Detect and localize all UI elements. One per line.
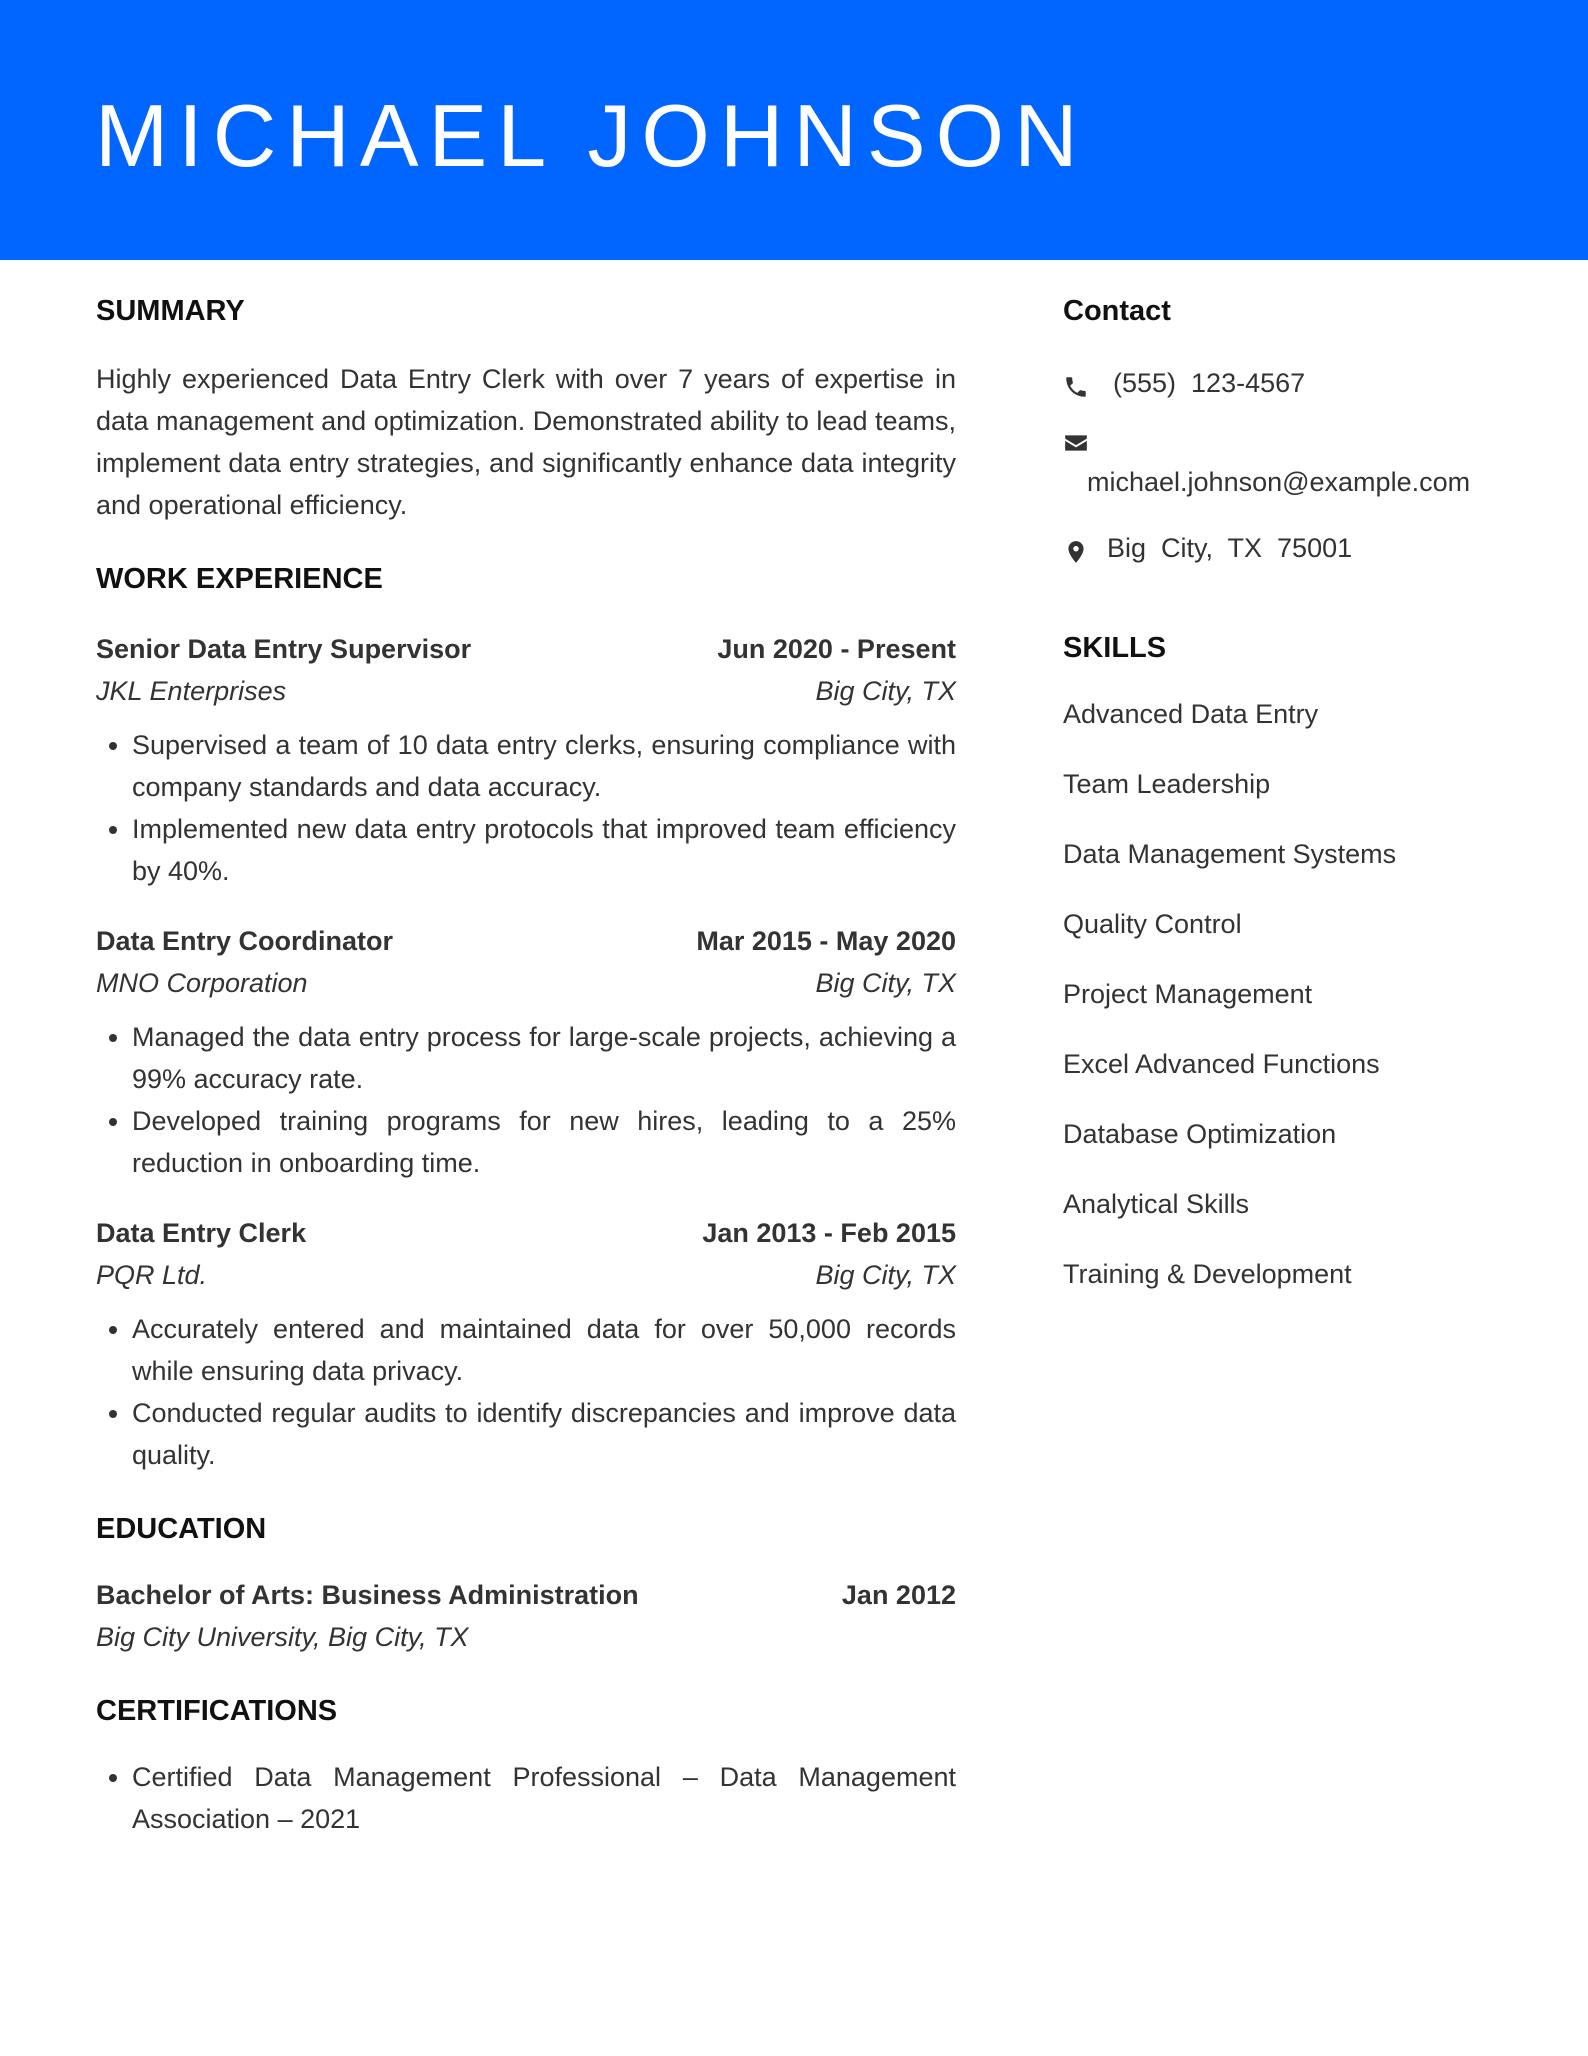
skill-item: Data Management Systems — [1063, 839, 1397, 869]
job-role: Data Entry Coordinator — [96, 926, 394, 956]
contact-phone-text: (555) 123-4567 — [1113, 368, 1306, 398]
summary-section — [96, 290, 956, 526]
certification-item: • Certified Data Management Professional – Data Management Association – 2021 — [132, 1756, 956, 1840]
side-column — [1063, 290, 1523, 1323]
job-dates: Jun 2020 - Present — [717, 634, 956, 664]
envelope-icon — [1063, 430, 1089, 456]
job-location: Big City, TX — [815, 1260, 956, 1290]
job-company: JKL Enterprises — [96, 676, 287, 706]
education-section — [96, 1508, 956, 1658]
summary-text: Highly experienced Data Entry Clerk with over 7 years of expertise in data management and optimization. Demonstrated ability to lead teams, implement data entry strategies, and significantly enhance data integrity and operational efficiency. — [96, 364, 956, 520]
job-bullet: • Conducted regular audits to identify discrepancies and improve data quality. — [132, 1392, 956, 1476]
contact-email-text[interactable]: michael.johnson@example.com — [1087, 467, 1471, 497]
job-dates: Mar 2015 - May 2020 — [696, 926, 956, 956]
skill-item: Team Leadership — [1063, 769, 1271, 799]
skill-item: Analytical Skills — [1063, 1189, 1250, 1219]
header-banner — [0, 0, 1588, 260]
education-school: Big City University, Big City, TX — [96, 1622, 469, 1652]
candidate-name: MICHAEL JOHNSON — [95, 86, 1088, 185]
job-location: Big City, TX — [815, 968, 956, 998]
skill-item: Quality Control — [1063, 909, 1242, 939]
work-experience-section — [96, 558, 956, 1476]
contact-email — [1063, 430, 1523, 503]
job-role: Data Entry Clerk — [96, 1218, 307, 1248]
education-heading: EDUCATION — [96, 1513, 267, 1545]
contact-location — [1063, 527, 1523, 569]
job-role: Senior Data Entry Supervisor — [96, 634, 472, 664]
job-company: MNO Corporation — [96, 968, 308, 998]
education-degree: Bachelor of Arts: Business Administration — [96, 1580, 639, 1610]
contact-phone — [1063, 362, 1523, 404]
contact-section — [1063, 290, 1523, 569]
phone-icon — [1063, 370, 1089, 396]
job-location: Big City, TX — [815, 676, 956, 706]
skill-item: Excel Advanced Functions — [1063, 1049, 1380, 1079]
job-dates: Jan 2013 - Feb 2015 — [702, 1218, 956, 1248]
job-entry — [96, 920, 956, 1184]
education-date: Jan 2012 — [841, 1580, 956, 1610]
job-company: PQR Ltd. — [96, 1260, 208, 1290]
job-bullet: • Supervised a team of 10 data entry clerks, ensuring compliance with company standards and data accuracy. — [132, 724, 956, 808]
main-column — [96, 290, 956, 1840]
skill-item: Advanced Data Entry — [1063, 699, 1319, 729]
job-bullets — [96, 1016, 956, 1184]
job-bullets — [96, 724, 956, 892]
education-entry — [96, 1574, 956, 1658]
certifications-list — [96, 1756, 956, 1840]
job-bullet: • Developed training programs for new hires, leading to a 25% reduction in onboarding time. — [132, 1100, 956, 1184]
certifications-section — [96, 1690, 956, 1840]
job-entry — [96, 1212, 956, 1476]
job-bullet: • Accurately entered and maintained data for over 50,000 records while ensuring data privacy. — [132, 1308, 956, 1392]
contact-location-text: Big City, TX 75001 — [1107, 533, 1353, 563]
work-experience-heading: WORK EXPERIENCE — [96, 563, 383, 595]
contact-heading: Contact — [1063, 295, 1171, 327]
skill-item: Database Optimization — [1063, 1119, 1337, 1149]
skill-item: Training & Development — [1063, 1259, 1352, 1289]
skills-list — [1063, 693, 1523, 1295]
skills-heading: SKILLS — [1063, 632, 1167, 664]
skills-section — [1063, 627, 1523, 1295]
skill-item: Project Management — [1063, 979, 1313, 1009]
summary-heading: SUMMARY — [96, 295, 245, 327]
certifications-heading: CERTIFICATIONS — [96, 1695, 338, 1727]
job-entry — [96, 628, 956, 892]
job-bullets — [96, 1308, 956, 1476]
job-bullet: • Implemented new data entry protocols that improved team efficiency by 40%. — [132, 808, 956, 892]
job-bullet: • Managed the data entry process for large-scale projects, achieving a 99% accuracy rate. — [132, 1016, 956, 1100]
map-pin-icon — [1063, 535, 1089, 561]
